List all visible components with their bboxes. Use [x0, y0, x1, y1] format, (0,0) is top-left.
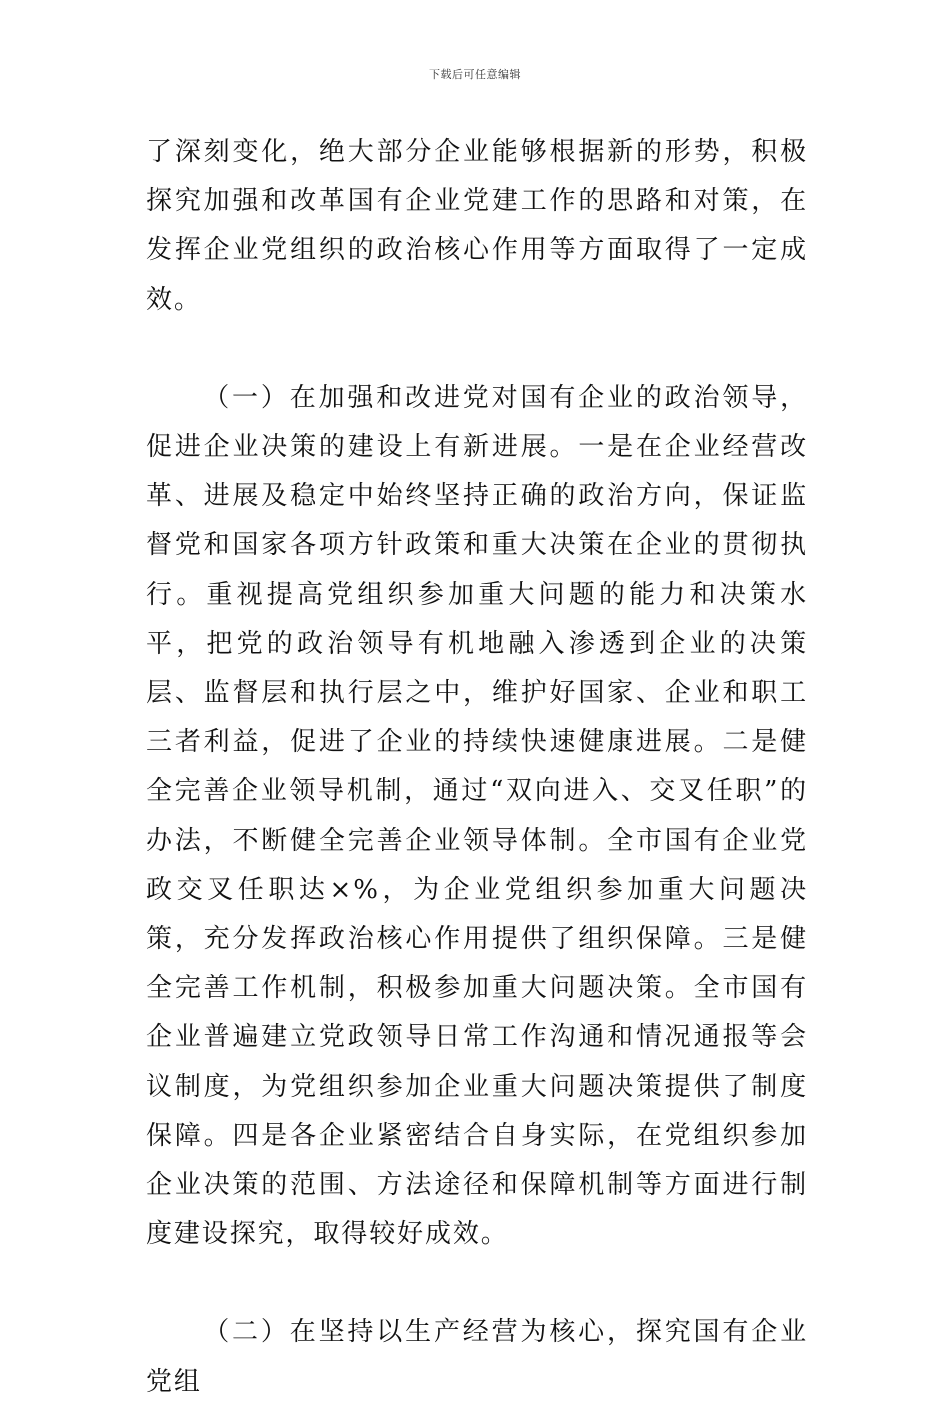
- paragraph-continuation: 了深刻变化，绝大部分企业能够根据新的形势，积极探究加强和改革国有企业党建工作的思路和对策，在发挥企业党组织的政治核心作用等方面取得了一定成效。: [146, 137, 808, 315]
- paragraph-section-two: （二）在坚持以生产经营为核心，探究国有企业党组: [146, 1317, 808, 1397]
- paragraph-section-one: （一）在加强和改进党对国有企业的政治领导，促进企业决策的建设上有新进展。一是在企业经营改革、进展及稳定中始终坚持正确的政治方向，保证监督党和国家各项方针政策和重大决策在企业的贯彻执行。重视提高党组织参加重大问题的能力和决策水平，把党的政治领导有机地融入渗透到企业的决策层、监督层和执行层之中，维护好国家、企业和职工三者利益，促进了企业的持续快速健康进展。二是健全完善企业领导机制，通过“双向进入、交叉任职”的办法，不断健全完善企业领导体制。全市国有企业党政交叉任职达×%，为企业党组织参加重大问题决策，充分发挥政治核心作用提供了组织保障。三是健全完善工作机制，积极参加重大问题决策。全市国有企业普遍建立党政领导日常工作沟通和情况通报等会议制度，为党组织参加企业重大问题决策提供了制度保障。四是各企业紧密结合自身实际，在党组织参加企业决策的范围、方法途径和保障机制等方面进行制度建设探究，取得较好成效。: [146, 382, 808, 1250]
- document-body: [146, 128, 808, 1407]
- paragraph-gap: [146, 1259, 808, 1308]
- paragraph-gap: [146, 325, 808, 374]
- header-note: 下载后可任意编辑: [429, 68, 521, 81]
